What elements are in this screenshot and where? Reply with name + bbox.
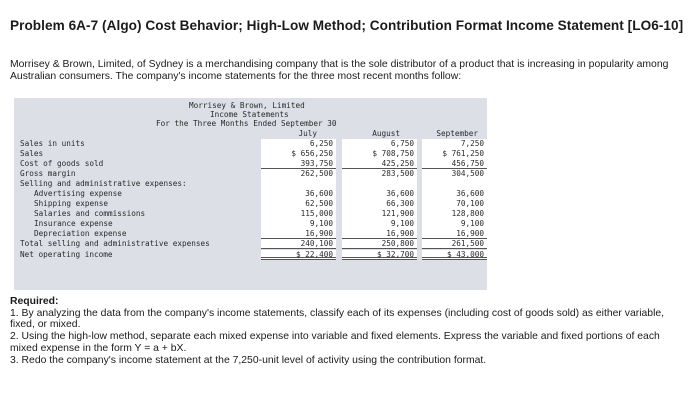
- required-item-1: 1. By analyzing the data from the company's income statements, classify each of its expenses (including cost of goods sold) as either variable, fixed, or mixed.: [10, 307, 665, 331]
- cell-august: 425,250: [342, 159, 417, 169]
- cell-july: 62,500: [261, 199, 336, 209]
- cell-september: 128,800: [422, 209, 487, 219]
- cell-september: 7,250: [422, 139, 487, 149]
- row-label: Insurance expense: [34, 219, 113, 228]
- cell-july: 393,750: [261, 159, 336, 169]
- intro-paragraph: Morrisey & Brown, Limited, of Sydney is a merchandising company that is the sole distributor of a product that is increasing in popularity among Australian consumers. The company's income statements for the three most recent months follow:: [10, 59, 669, 82]
- column-header-august: August: [372, 129, 400, 138]
- cell-september: 261,500: [422, 239, 487, 249]
- cell-august: 250,800: [342, 239, 417, 249]
- cell-august: $ 32,700: [342, 250, 417, 260]
- cell-august: 16,900: [342, 229, 417, 239]
- cell-july: [261, 179, 336, 189]
- statement-period: For the Three Months Ended September 30: [156, 119, 337, 128]
- cell-september: 36,600: [422, 189, 487, 199]
- cell-august: 121,900: [342, 209, 417, 219]
- statement-company-name: Morrisey & Brown, Limited: [189, 101, 305, 110]
- row-net-operating-income: [14, 250, 487, 260]
- cell-july: $ 22,400: [261, 250, 336, 260]
- cell-september: $ 761,250: [422, 149, 487, 159]
- cell-august: 36,600: [342, 189, 417, 199]
- cell-august: [342, 179, 417, 189]
- income-statement-table: [14, 98, 487, 290]
- cell-july: 240,100: [261, 239, 336, 249]
- cell-july: $ 656,250: [261, 149, 336, 159]
- row-label: Total selling and administrative expenses: [20, 239, 210, 248]
- row-label: Sales: [20, 149, 44, 158]
- statement-name: Income Statements: [210, 110, 289, 119]
- row-salaries: [14, 209, 487, 219]
- cell-july: 36,600: [261, 189, 336, 199]
- row-sga-heading: [14, 179, 487, 189]
- problem-title: Problem 6A-7 (Algo) Cost Behavior; High-Low Method; Contribution Format Income Statement [LO6-10]: [10, 18, 684, 33]
- row-insurance: [14, 219, 487, 229]
- row-gross-margin: [14, 169, 487, 179]
- row-sales: [14, 149, 487, 159]
- cell-september: 16,900: [422, 229, 487, 239]
- cell-august: $ 708,750: [342, 149, 417, 159]
- cell-august: 283,500: [342, 169, 417, 179]
- required-section: [10, 296, 690, 366]
- row-label: Gross margin: [20, 169, 76, 178]
- column-header-july: July: [298, 129, 317, 138]
- row-label: Depreciation expense: [34, 229, 127, 238]
- cell-july: 262,500: [261, 169, 336, 179]
- row-cost-of-goods-sold: [14, 159, 487, 169]
- row-label: Cost of goods sold: [20, 159, 104, 168]
- row-total-sga: [14, 239, 487, 249]
- cell-july: 9,100: [261, 219, 336, 229]
- cell-september: 9,100: [422, 219, 487, 229]
- cell-august: 6,750: [342, 139, 417, 149]
- cell-july: 16,900: [261, 229, 336, 239]
- column-header-september: September: [436, 129, 478, 138]
- row-advertising: [14, 189, 487, 199]
- cell-september: $ 43,000: [422, 250, 487, 260]
- cell-september: 304,500: [422, 169, 487, 179]
- required-item-3: 3. Redo the company's income statement at the 7,250-unit level of activity using the contribution format.: [10, 354, 487, 366]
- cell-september: [422, 179, 487, 189]
- required-item-2: 2. Using the high-low method, separate each mixed expense into variable and fixed elements. Express the variable and fixed portions of each mixed expense in the form Y = a + bX.: [10, 331, 660, 354]
- cell-august: 66,300: [342, 199, 417, 209]
- cell-august: 9,100: [342, 219, 417, 229]
- row-label: Selling and administrative expenses:: [20, 179, 187, 188]
- required-heading: Required:: [10, 296, 59, 307]
- row-label: Net operating income: [20, 250, 113, 259]
- cell-july: 115,000: [261, 209, 336, 219]
- row-label: Shipping expense: [34, 199, 109, 208]
- row-label: Sales in units: [20, 139, 85, 148]
- row-label: Advertising expense: [34, 189, 122, 198]
- row-sales-units: [14, 139, 487, 149]
- row-label: Salaries and commissions: [34, 209, 146, 218]
- row-shipping: [14, 199, 487, 209]
- row-depreciation: [14, 229, 487, 239]
- cell-september: 456,750: [422, 159, 487, 169]
- cell-september: 70,100: [422, 199, 487, 209]
- cell-july: 6,250: [261, 139, 336, 149]
